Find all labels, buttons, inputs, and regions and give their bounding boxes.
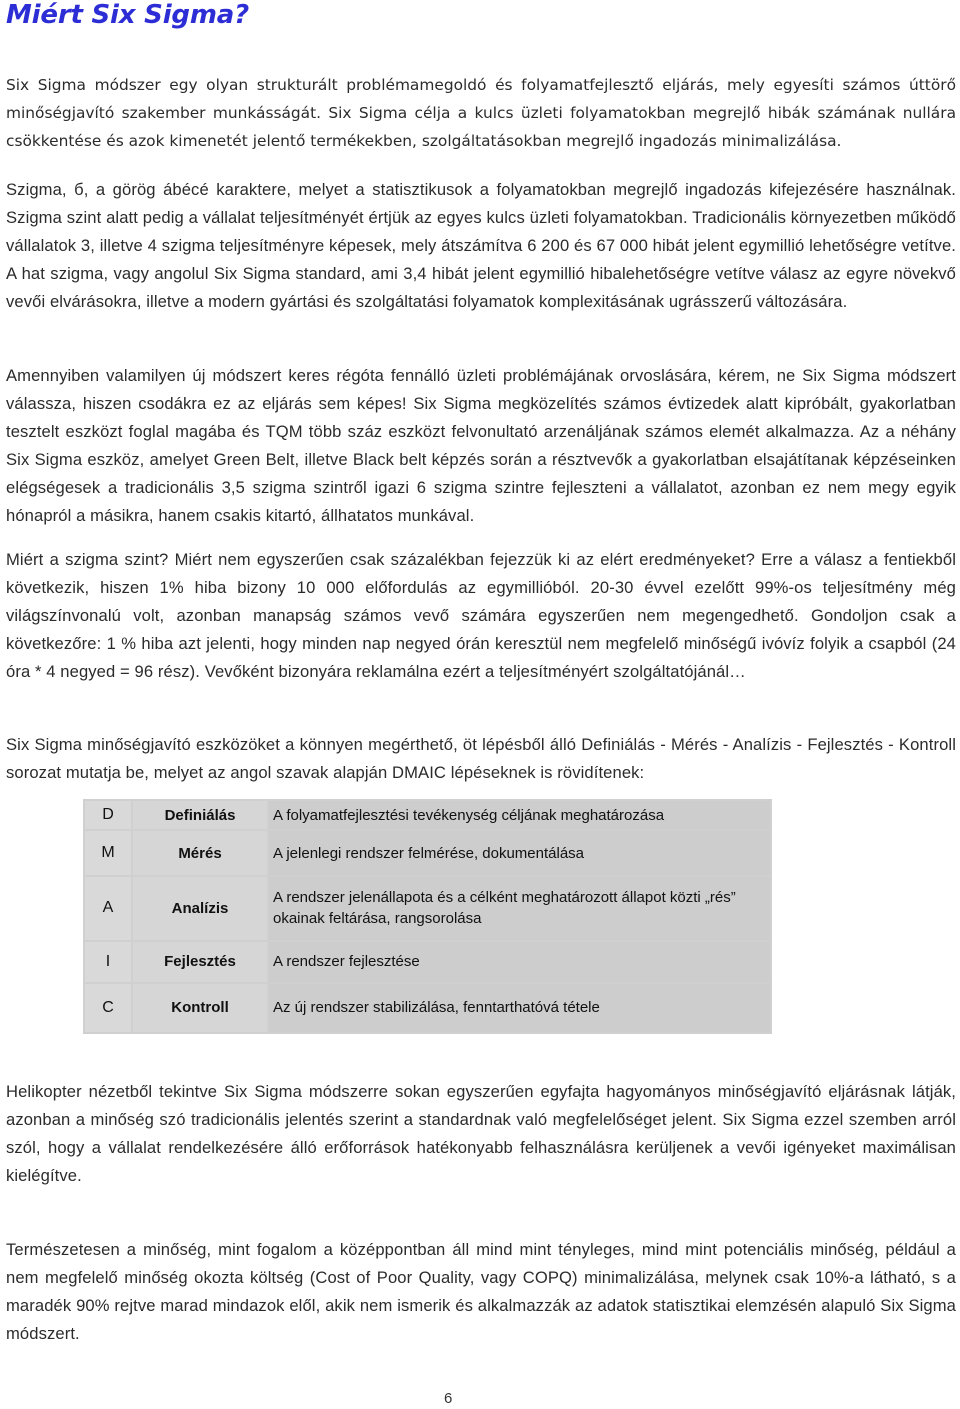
table-row (85, 801, 770, 829)
dmaic-description: A rendszer jelenállapota és a célként meghatározott állapot közti „rés” okainak feltárása, rangsorolása (269, 877, 770, 939)
dmaic-table (83, 799, 772, 1034)
page-number: 6 (444, 1390, 453, 1407)
table-row (85, 984, 770, 1032)
paragraph-why-sigma-level: Miért a szigma szint? Miért nem egyszerűen csak százalékban fejezzük ki az elért eredményeket? Erre a válasz a fentiekből következik, hiszen 1% hiba bizony 10 000 előfordulás az egymillióból. 20-30 évvel ezelőtt 99%-os teljesítmény még világszínvonalú volt, azonban manapság számos vevő számára egyszerűen nem megengedhető. Gondoljon csak a következőre: 1 % hiba azt jelenti, hogy minden nap negyed órán keresztül nem megfelelő minőségű ivóvíz folyik a csapból (24 óra * 4 negyed = 96 rész). Vevőként bizonyára reklamálna ezért a teljesítményért szolgáltatójánál… (6, 550, 956, 681)
dmaic-phase: Analízis (133, 877, 267, 939)
dmaic-letter: D (85, 801, 131, 829)
dmaic-letter: A (85, 877, 131, 939)
page-title: Miért Six Sigma? (6, 0, 249, 30)
paragraph-new-method: Amennyiben valamilyen új módszert keres régóta fennálló üzleti problémájának orvoslására, kérem, ne Six Sigma módszert válassza, hiszen csodákra ez az eljárás sem képes! Six Sigma megközelítés számos évtizedek alatt kipróbált, gyakorlatban tesztelt eszközt foglal magába és TQM több száz eszközt felvonultató arzenáljának számos elemét alkalmazza. Az a néhány Six Sigma eszköz, amelyet Green Belt, illetve Black belt képzés során a résztvevők a gyakorlatban elsajátítanak képzéseinken elégségesek a tradicionális 3,5 szigma szintről igazi 6 szigma szintre fejleszteni a vállalatot, azonban ez nem megy egyik hónapról a másikra, hanem csakis kitartó, állhatatos munkával. (6, 366, 956, 525)
dmaic-phase: Kontroll (133, 984, 267, 1032)
dmaic-letter: I (85, 942, 131, 982)
dmaic-phase: Fejlesztés (133, 942, 267, 982)
dmaic-phase: Mérés (133, 831, 267, 875)
dmaic-letter: M (85, 831, 131, 875)
dmaic-description: Az új rendszer stabilizálása, fenntarthatóvá tétele (269, 984, 770, 1032)
table-row (85, 877, 770, 939)
table-row (85, 942, 770, 982)
dmaic-description: A folyamatfejlesztési tevékenység céljának meghatározása (269, 801, 770, 829)
dmaic-letter: C (85, 984, 131, 1032)
paragraph-helicopter-view: Helikopter nézetből tekintve Six Sigma módszerre sokan egyszerűen egyfajta hagyományos minőségjavító eljárásnak látják, azonban a minőség szó tradicionális jelentés szerint a standardnak való megfelelőséget jelent. Six Sigma ezzel szemben arról szól, hogy a vállalat rendelkezésére álló erőforrások hatékonyabb felhasználásra kerüljenek a vevői igényeket maximálisan kielégítve. (6, 1082, 956, 1185)
paragraph-intro: Six Sigma módszer egy olyan strukturált problémamegoldó és folyamatfejlesztő eljárás, mely egyesíti számos úttörő minőségjavító szakember munkásságát. Six Sigma célja a kulcs üzleti folyamatokban megrejlő hibák számának nullára csökkentése és azok kimenetét jelentő termékekben, szolgáltatásokban megrejlő ingadozás minimalizálása. (6, 76, 956, 150)
paragraph-sigma-definition: Szigma, б, a görög ábécé karaktere, melyet a statisztikusok a folyamatokban megrejlő ingadozás kifejezésére használnak. Szigma szint alatt pedig a vállalat teljesítményét értjük az egyes kulcs üzleti folyamatokban. Tradicionális környezetben működő vállalatok 3, illetve 4 szigma teljesítményre képesek, mely átszámítva 6 200 és 67 000 hibát jelent egymillió lehetőségre vetítve. A hat szigma, vagy angolul Six Sigma standard, ami 3,4 hibát jelent egymillió hibalehetőségre vetítve válasz az egyre növekvő vevői elvárásokra, illetve a modern gyártási és szolgáltatási folyamatok komplexitásának ugrásszerű változására. (6, 180, 956, 311)
table-row (85, 831, 770, 875)
paragraph-dmaic-intro: Six Sigma minőségjavító eszközöket a könnyen megérthető, öt lépésből álló Definiálás - Mérés - Analízis - Fejlesztés - Kontroll sorozat mutatja be, melyet az angol szavak alapján DMAIC lépéseknek is rövidítenek: (6, 735, 956, 782)
dmaic-description: A jelenlegi rendszer felmérése, dokumentálása (269, 831, 770, 875)
dmaic-description: A rendszer fejlesztése (269, 942, 770, 982)
paragraph-copq: Természetesen a minőség, mint fogalom a középpontban áll mind mint tényleges, mind mint potenciális minőség, például a nem megfelelő minőség okozta költség (Cost of Poor Quality, vagy COPQ) minimalizálása, melynek csak 10%-a látható, s a maradék 90% rejtve marad mindazok elől, akik nem ismerik és alkalmazzák az adatok statisztikai elemzésén alapuló Six Sigma módszert. (6, 1240, 956, 1343)
dmaic-phase: Definiálás (133, 801, 267, 829)
